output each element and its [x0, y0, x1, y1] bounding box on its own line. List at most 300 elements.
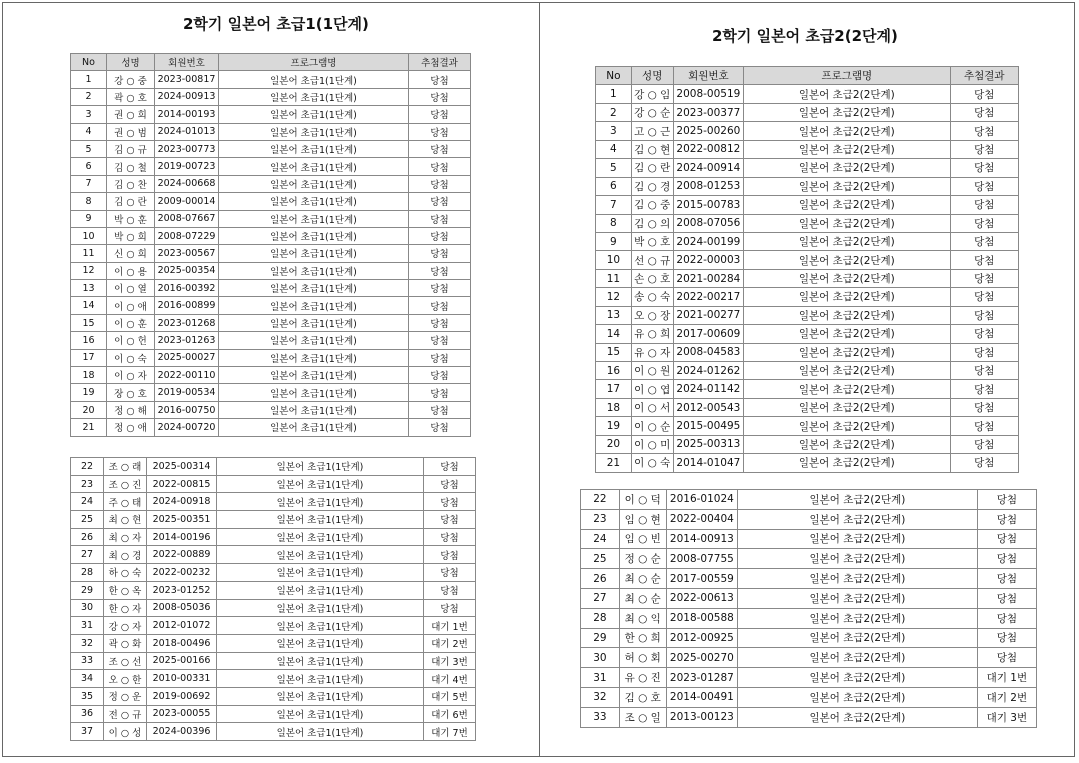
cell-result: 당첨: [409, 367, 471, 384]
cell-result: 당첨: [409, 280, 471, 297]
cell-name: 김 ○ 호: [619, 687, 666, 707]
table-row: [581, 707, 1037, 727]
cell-name: 신 ○ 희: [107, 245, 155, 262]
cell-result: 대기 4번: [424, 670, 476, 688]
table-row: [596, 177, 1019, 195]
cell-result: 당첨: [950, 159, 1018, 177]
cell-member-id: 2024-00918: [147, 493, 217, 511]
table-row: [596, 435, 1019, 453]
cell-no: 9: [596, 232, 632, 250]
cell-name: 유 ○ 희: [631, 325, 673, 343]
cell-result: 당첨: [977, 549, 1036, 569]
cell-member-id: 2025-00354: [155, 262, 219, 279]
cell-result: 당첨: [977, 648, 1036, 668]
cell-member-id: 2025-00351: [147, 511, 217, 529]
table-row: [596, 103, 1019, 121]
cell-no: 14: [71, 297, 107, 314]
cell-program: 일본어 초급2(2단계): [738, 588, 978, 608]
cell-program: 일본어 초급2(2단계): [744, 454, 950, 472]
cell-result: 당첨: [409, 401, 471, 418]
table-row: [71, 419, 471, 436]
cell-program: 일본어 초급1(1단계): [217, 599, 424, 617]
cell-no: 31: [71, 617, 104, 635]
cell-name: 조 ○ 진: [104, 475, 147, 493]
cell-no: 24: [71, 493, 104, 511]
cell-result: 당첨: [424, 511, 476, 529]
cell-member-id: 2008-05036: [147, 599, 217, 617]
table-row: [71, 493, 476, 511]
cell-member-id: 2019-00692: [147, 687, 217, 705]
header-no: No: [71, 54, 107, 71]
cell-program: 일본어 초급1(1단계): [219, 245, 409, 262]
cell-result: 대기 5번: [424, 687, 476, 705]
cell-member-id: 2022-00812: [673, 140, 744, 158]
cell-no: 30: [581, 648, 620, 668]
table-row: [596, 362, 1019, 380]
cell-result: 당첨: [409, 210, 471, 227]
cell-result: 당첨: [424, 546, 476, 564]
cell-member-id: 2022-00613: [666, 588, 737, 608]
cell-no: 15: [71, 314, 107, 331]
cell-name: 정 ○ 애: [107, 419, 155, 436]
cell-program: 일본어 초급2(2단계): [738, 569, 978, 589]
cell-name: 한 ○ 자: [104, 599, 147, 617]
cell-name: 김 ○ 현: [631, 140, 673, 158]
table-row: [581, 588, 1037, 608]
cell-no: 8: [596, 214, 632, 232]
cell-name: 한 ○ 옥: [104, 581, 147, 599]
table-row: [71, 599, 476, 617]
cell-no: 11: [71, 245, 107, 262]
cell-no: 29: [581, 628, 620, 648]
header-name: 성명: [107, 54, 155, 71]
table-row: [596, 159, 1019, 177]
cell-result: 대기 2번: [977, 687, 1036, 707]
cell-member-id: 2025-00260: [673, 122, 744, 140]
cell-program: 일본어 초급1(1단계): [217, 511, 424, 529]
cell-program: 일본어 초급1(1단계): [219, 123, 409, 140]
cell-program: 일본어 초급2(2단계): [744, 177, 950, 195]
header-result: 추첨결과: [409, 54, 471, 71]
cell-program: 일본어 초급2(2단계): [744, 159, 950, 177]
cell-program: 일본어 초급1(1단계): [219, 227, 409, 244]
cell-member-id: 2008-01253: [673, 177, 744, 195]
cell-result: 당첨: [950, 454, 1018, 472]
table-row: [596, 454, 1019, 472]
cell-program: 일본어 초급2(2단계): [738, 648, 978, 668]
cell-result: 당첨: [409, 227, 471, 244]
cell-result: 당첨: [409, 332, 471, 349]
cell-result: 당첨: [409, 175, 471, 192]
table-row: [581, 490, 1037, 510]
cell-member-id: 2023-01252: [147, 581, 217, 599]
table-row: [596, 232, 1019, 250]
cell-program: 일본어 초급1(1단계): [217, 493, 424, 511]
cell-member-id: 2022-00889: [147, 546, 217, 564]
cell-no: 11: [596, 269, 632, 287]
cell-member-id: 2023-01268: [155, 314, 219, 331]
table-row: [71, 349, 471, 366]
cell-member-id: 2024-00914: [673, 159, 744, 177]
table-row: [71, 158, 471, 175]
cell-no: 1: [596, 85, 632, 103]
cell-program: 일본어 초급1(1단계): [219, 280, 409, 297]
cell-program: 일본어 초급2(2단계): [744, 269, 950, 287]
cell-name: 이 ○ 원: [631, 362, 673, 380]
right-table-2: [580, 489, 1037, 728]
cell-member-id: 2022-00815: [147, 475, 217, 493]
cell-no: 26: [581, 569, 620, 589]
cell-program: 일본어 초급1(1단계): [217, 475, 424, 493]
cell-name: 조 ○ 선: [104, 652, 147, 670]
cell-member-id: 2008-04583: [673, 343, 744, 361]
cell-name: 임 ○ 빈: [619, 529, 666, 549]
table-row: [596, 196, 1019, 214]
cell-no: 22: [71, 458, 104, 476]
cell-name: 이 ○ 훈: [107, 314, 155, 331]
cell-result: 당첨: [950, 362, 1018, 380]
cell-result: 당첨: [950, 325, 1018, 343]
cell-name: 김 ○ 규: [107, 140, 155, 157]
cell-name: 곽 ○ 화: [104, 634, 147, 652]
table-row: [71, 367, 471, 384]
cell-result: 당첨: [950, 380, 1018, 398]
cell-no: 20: [71, 401, 107, 418]
cell-result: 대기 3번: [977, 707, 1036, 727]
cell-program: 일본어 초급2(2단계): [738, 509, 978, 529]
table-row: [71, 140, 471, 157]
table-row: [71, 227, 471, 244]
header-result: 추첨결과: [950, 67, 1018, 85]
cell-name: 선 ○ 규: [631, 251, 673, 269]
table-row: [71, 458, 476, 476]
cell-result: 당첨: [409, 123, 471, 140]
cell-no: 33: [71, 652, 104, 670]
header-member-id: 회원번호: [673, 67, 744, 85]
cell-program: 일본어 초급2(2단계): [744, 214, 950, 232]
cell-no: 24: [581, 529, 620, 549]
cell-name: 이 ○ 미: [631, 435, 673, 453]
table-row: [71, 687, 476, 705]
cell-name: 권 ○ 희: [107, 106, 155, 123]
cell-program: 일본어 초급2(2단계): [744, 232, 950, 250]
cell-no: 23: [71, 475, 104, 493]
cell-name: 권 ○ 범: [107, 123, 155, 140]
table-row: [71, 88, 471, 105]
cell-no: 17: [596, 380, 632, 398]
table-row: [71, 564, 476, 582]
cell-program: 일본어 초급2(2단계): [744, 435, 950, 453]
cell-member-id: 2025-00027: [155, 349, 219, 366]
cell-result: 대기 6번: [424, 705, 476, 723]
cell-no: 16: [71, 332, 107, 349]
table-row: [71, 384, 471, 401]
table-row: [596, 343, 1019, 361]
cell-member-id: 2019-00723: [155, 158, 219, 175]
cell-program: 일본어 초급2(2단계): [744, 417, 950, 435]
cell-program: 일본어 초급2(2단계): [744, 196, 950, 214]
cell-member-id: 2014-01047: [673, 454, 744, 472]
table-row: [71, 314, 471, 331]
cell-no: 22: [581, 490, 620, 510]
cell-result: 당첨: [950, 122, 1018, 140]
cell-program: 일본어 초급1(1단계): [219, 297, 409, 314]
cell-no: 6: [71, 158, 107, 175]
table-row: [71, 528, 476, 546]
table-row: [581, 628, 1037, 648]
cell-program: 일본어 초급1(1단계): [217, 687, 424, 705]
cell-no: 13: [71, 280, 107, 297]
cell-member-id: 2024-01013: [155, 123, 219, 140]
cell-program: 일본어 초급2(2단계): [744, 343, 950, 361]
cell-member-id: 2009-00014: [155, 193, 219, 210]
cell-member-id: 2022-00217: [673, 288, 744, 306]
cell-no: 5: [596, 159, 632, 177]
table-row: [71, 546, 476, 564]
header-name: 성명: [631, 67, 673, 85]
table-row: [71, 705, 476, 723]
cell-result: 당첨: [950, 177, 1018, 195]
cell-member-id: 2008-07056: [673, 214, 744, 232]
cell-result: 당첨: [950, 269, 1018, 287]
header-member-id: 회원번호: [155, 54, 219, 71]
cell-result: 당첨: [950, 288, 1018, 306]
cell-name: 김 ○ 의: [631, 214, 673, 232]
left-table-2: [70, 457, 476, 741]
cell-name: 이 ○ 숙: [107, 349, 155, 366]
table-row: [71, 401, 471, 418]
cell-no: 21: [71, 419, 107, 436]
cell-name: 정 ○ 운: [104, 687, 147, 705]
header-no: No: [596, 67, 632, 85]
cell-member-id: 2015-00495: [673, 417, 744, 435]
table-row: [596, 306, 1019, 324]
cell-no: 8: [71, 193, 107, 210]
table-row: [71, 652, 476, 670]
cell-result: 당첨: [950, 232, 1018, 250]
cell-name: 유 ○ 진: [619, 668, 666, 688]
cell-program: 일본어 초급1(1단계): [219, 106, 409, 123]
cell-result: 당첨: [424, 528, 476, 546]
table-row: [581, 648, 1037, 668]
cell-program: 일본어 초급1(1단계): [219, 367, 409, 384]
cell-name: 김 ○ 경: [631, 177, 673, 195]
table-row: [71, 210, 471, 227]
cell-member-id: 2023-00817: [155, 71, 219, 88]
cell-name: 최 ○ 익: [619, 608, 666, 628]
table-row: [71, 634, 476, 652]
cell-program: 일본어 초급2(2단계): [744, 325, 950, 343]
cell-program: 일본어 초급1(1단계): [219, 193, 409, 210]
table-row: [596, 251, 1019, 269]
cell-name: 이 ○ 열: [107, 280, 155, 297]
table-row: [71, 106, 471, 123]
table-row: [71, 581, 476, 599]
cell-program: 일본어 초급1(1단계): [217, 546, 424, 564]
cell-program: 일본어 초급2(2단계): [738, 628, 978, 648]
cell-result: 당첨: [409, 140, 471, 157]
cell-member-id: 2019-00534: [155, 384, 219, 401]
table-row: [596, 380, 1019, 398]
cell-name: 이 ○ 엽: [631, 380, 673, 398]
cell-name: 강 ○ 중: [107, 71, 155, 88]
cell-member-id: 2008-07755: [666, 549, 737, 569]
cell-result: 당첨: [409, 106, 471, 123]
cell-result: 당첨: [977, 509, 1036, 529]
cell-member-id: 2023-00773: [155, 140, 219, 157]
cell-program: 일본어 초급2(2단계): [744, 103, 950, 121]
table-row: [596, 325, 1019, 343]
cell-program: 일본어 초급2(2단계): [738, 707, 978, 727]
cell-program: 일본어 초급2(2단계): [738, 549, 978, 569]
cell-name: 김 ○ 란: [631, 159, 673, 177]
cell-no: 30: [71, 599, 104, 617]
cell-result: 당첨: [409, 314, 471, 331]
cell-no: 27: [71, 546, 104, 564]
cell-no: 25: [581, 549, 620, 569]
cell-name: 손 ○ 호: [631, 269, 673, 287]
cell-result: 당첨: [977, 588, 1036, 608]
cell-program: 일본어 초급2(2단계): [744, 85, 950, 103]
cell-member-id: 2024-00913: [155, 88, 219, 105]
cell-program: 일본어 초급2(2단계): [744, 306, 950, 324]
cell-member-id: 2023-00377: [673, 103, 744, 121]
cell-result: 당첨: [409, 245, 471, 262]
table-row: [596, 85, 1019, 103]
cell-result: 당첨: [950, 214, 1018, 232]
cell-no: 10: [596, 251, 632, 269]
cell-member-id: 2023-00567: [155, 245, 219, 262]
table-row: [596, 288, 1019, 306]
table-row: [71, 617, 476, 635]
cell-no: 20: [596, 435, 632, 453]
cell-program: 일본어 초급2(2단계): [744, 140, 950, 158]
cell-name: 강 ○ 임: [631, 85, 673, 103]
table-row: [71, 670, 476, 688]
cell-no: 34: [71, 670, 104, 688]
table-row: [581, 509, 1037, 529]
cell-member-id: 2014-00491: [666, 687, 737, 707]
cell-program: 일본어 초급1(1단계): [219, 158, 409, 175]
right-title: 2학기 일본어 초급2(2단계): [712, 27, 898, 45]
table-row: [71, 511, 476, 529]
cell-name: 허 ○ 회: [619, 648, 666, 668]
cell-member-id: 2022-00232: [147, 564, 217, 582]
cell-no: 31: [581, 668, 620, 688]
cell-result: 당첨: [424, 493, 476, 511]
cell-member-id: 2017-00559: [666, 569, 737, 589]
cell-no: 12: [596, 288, 632, 306]
table-row: [71, 332, 471, 349]
cell-no: 10: [71, 227, 107, 244]
cell-program: 일본어 초급2(2단계): [738, 608, 978, 628]
table-row: [596, 398, 1019, 416]
table-row: [71, 175, 471, 192]
cell-no: 3: [71, 106, 107, 123]
cell-no: 36: [71, 705, 104, 723]
cell-name: 오 ○ 한: [104, 670, 147, 688]
cell-no: 2: [71, 88, 107, 105]
cell-member-id: 2014-00196: [147, 528, 217, 546]
cell-result: 당첨: [424, 581, 476, 599]
cell-member-id: 2015-00783: [673, 196, 744, 214]
table-row: [581, 549, 1037, 569]
table-row: [581, 569, 1037, 589]
cell-member-id: 2021-00277: [673, 306, 744, 324]
cell-program: 일본어 초급1(1단계): [217, 723, 424, 741]
cell-result: 당첨: [977, 608, 1036, 628]
cell-name: 송 ○ 숙: [631, 288, 673, 306]
cell-member-id: 2014-00193: [155, 106, 219, 123]
cell-no: 25: [71, 511, 104, 529]
cell-program: 일본어 초급1(1단계): [217, 564, 424, 582]
cell-member-id: 2025-00166: [147, 652, 217, 670]
table-row: [71, 280, 471, 297]
cell-program: 일본어 초급2(2단계): [744, 251, 950, 269]
table-row: [71, 245, 471, 262]
cell-no: 29: [71, 581, 104, 599]
cell-program: 일본어 초급1(1단계): [219, 401, 409, 418]
cell-name: 임 ○ 현: [619, 509, 666, 529]
cell-program: 일본어 초급2(2단계): [744, 122, 950, 140]
cell-name: 이 ○ 용: [107, 262, 155, 279]
page-divider: [539, 2, 540, 757]
cell-no: 19: [71, 384, 107, 401]
table-row: [71, 262, 471, 279]
cell-member-id: 2016-00392: [155, 280, 219, 297]
cell-member-id: 2008-07229: [155, 227, 219, 244]
cell-name: 이 ○ 순: [631, 417, 673, 435]
cell-member-id: 2025-00313: [673, 435, 744, 453]
cell-result: 당첨: [409, 419, 471, 436]
cell-member-id: 2018-00588: [666, 608, 737, 628]
cell-result: 대기 3번: [424, 652, 476, 670]
cell-name: 이 ○ 애: [107, 297, 155, 314]
cell-program: 일본어 초급1(1단계): [217, 670, 424, 688]
cell-result: 당첨: [409, 193, 471, 210]
cell-program: 일본어 초급1(1단계): [217, 458, 424, 476]
cell-result: 당첨: [950, 251, 1018, 269]
cell-name: 유 ○ 자: [631, 343, 673, 361]
cell-member-id: 2023-01287: [666, 668, 737, 688]
table-row: [581, 668, 1037, 688]
cell-no: 2: [596, 103, 632, 121]
cell-name: 이 ○ 서: [631, 398, 673, 416]
cell-member-id: 2014-00913: [666, 529, 737, 549]
cell-name: 전 ○ 규: [104, 705, 147, 723]
cell-result: 당첨: [409, 158, 471, 175]
cell-result: 대기 7번: [424, 723, 476, 741]
cell-name: 김 ○ 철: [107, 158, 155, 175]
cell-name: 최 ○ 순: [619, 588, 666, 608]
cell-name: 이 ○ 덕: [619, 490, 666, 510]
cell-result: 당첨: [950, 85, 1018, 103]
cell-program: 일본어 초급1(1단계): [219, 314, 409, 331]
cell-program: 일본어 초급1(1단계): [219, 71, 409, 88]
cell-member-id: 2018-00496: [147, 634, 217, 652]
cell-name: 이 ○ 숙: [631, 454, 673, 472]
table-row: [596, 417, 1019, 435]
cell-no: 33: [581, 707, 620, 727]
cell-no: 19: [596, 417, 632, 435]
cell-name: 하 ○ 숙: [104, 564, 147, 582]
cell-no: 32: [581, 687, 620, 707]
cell-member-id: 2024-01142: [673, 380, 744, 398]
cell-result: 당첨: [424, 599, 476, 617]
cell-member-id: 2023-00055: [147, 705, 217, 723]
cell-result: 당첨: [409, 297, 471, 314]
cell-member-id: 2023-01263: [155, 332, 219, 349]
